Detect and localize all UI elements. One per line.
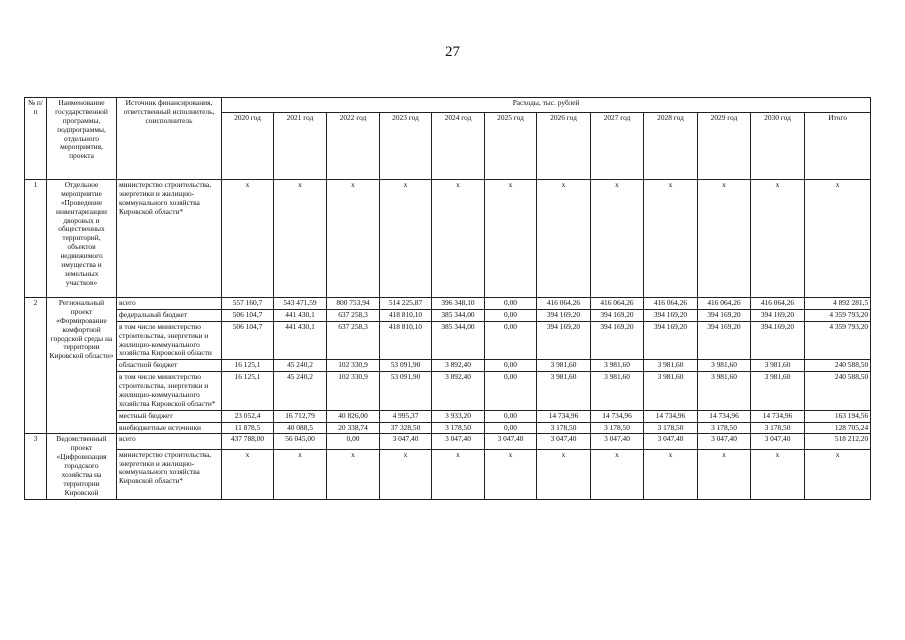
expense-cell: 16 125,1	[222, 372, 274, 411]
header-name: Наименование государственной программы, подпрограммы, отдельного мероприятия, проекта	[47, 98, 117, 180]
header-expenses: Расходы, тыс. рублей	[222, 98, 871, 113]
expense-cell: 3 178,50	[432, 422, 485, 434]
expense-cell: 3 981,60	[698, 372, 751, 411]
expense-cell: 0,00	[485, 298, 537, 310]
expense-cell: 3 981,60	[537, 372, 591, 411]
header-year: 2028 год	[644, 113, 698, 180]
header-year: 2030 год	[751, 113, 805, 180]
expense-cell: 394 169,20	[644, 309, 698, 321]
program-name: Ведомственный проект «Цифровизация городского хозяйства на территории Кировской	[47, 434, 117, 499]
table-row	[25, 449, 871, 499]
expense-cell: 3 047,40	[751, 434, 805, 449]
funding-source: областной бюджет	[117, 360, 222, 372]
expense-cell: 23 052,4	[222, 410, 274, 422]
expense-cell: x	[537, 180, 591, 298]
expense-cell: 14 734,96	[537, 410, 591, 422]
expense-cell: 53 091,90	[380, 360, 432, 372]
expense-cell: 4 995,37	[380, 410, 432, 422]
expense-cell: 40 088,5	[274, 422, 327, 434]
expense-cell: 4 359 793,20	[805, 321, 871, 360]
header-year: 2023 год	[380, 113, 432, 180]
expense-cell: 102 330,9	[327, 360, 380, 372]
expense-cell: x	[591, 180, 644, 298]
expense-cell: 14 734,96	[591, 410, 644, 422]
expense-cell: 20 338,74	[327, 422, 380, 434]
program-name: Региональный проект «Формирование комфортной городской среды на территории Кировской области»	[47, 298, 117, 434]
expense-cell: 394 169,20	[537, 321, 591, 360]
expense-cell: 394 169,20	[591, 321, 644, 360]
expense-cell: 506 104,7	[222, 309, 274, 321]
expense-cell: 418 810,10	[380, 309, 432, 321]
table-row	[25, 410, 871, 422]
expense-cell: 40 826,00	[327, 410, 380, 422]
funding-source: в том числе министерство строительства, энергетики и жилищно-коммунального хозяйства Кировской области	[117, 321, 222, 360]
expense-cell: x	[751, 180, 805, 298]
expense-cell: 441 430,1	[274, 321, 327, 360]
expense-cell: 3 047,40	[380, 434, 432, 449]
expense-cell: 240 588,50	[805, 360, 871, 372]
expense-cell: 518 212,20	[805, 434, 871, 449]
expense-cell: 0,00	[485, 309, 537, 321]
expense-cell: 3 892,40	[432, 372, 485, 411]
expense-cell: 3 047,40	[432, 434, 485, 449]
expense-cell: 128 705,24	[805, 422, 871, 434]
expense-cell: 543 471,59	[274, 298, 327, 310]
expense-cell: x	[805, 180, 871, 298]
expense-cell: 416 064,26	[591, 298, 644, 310]
expense-cell: 3 981,60	[698, 360, 751, 372]
expense-cell: 0,00	[485, 410, 537, 422]
header-year: 2029 год	[698, 113, 751, 180]
expense-cell: 385 344,00	[432, 309, 485, 321]
expense-cell: 3 981,60	[644, 360, 698, 372]
expense-cell: 514 225,87	[380, 298, 432, 310]
expense-cell: 3 047,40	[485, 434, 537, 449]
expense-cell: 4 359 793,20	[805, 309, 871, 321]
funding-source: министерство строительства, энергетики и жилищно-коммунального хозяйства Кировской области*	[117, 449, 222, 499]
expense-cell: 14 734,96	[698, 410, 751, 422]
expense-cell: x	[327, 449, 380, 499]
expense-cell: 800 753,94	[327, 298, 380, 310]
expense-cell: x	[222, 180, 274, 298]
expense-cell: 0,00	[327, 434, 380, 449]
expense-cell: 3 178,50	[751, 422, 805, 434]
expense-cell: x	[751, 449, 805, 499]
expense-cell: 3 178,50	[698, 422, 751, 434]
expense-cell: 3 178,50	[591, 422, 644, 434]
expense-cell: x	[485, 180, 537, 298]
expense-cell: 0,00	[485, 422, 537, 434]
expense-cell: x	[698, 180, 751, 298]
expense-cell: 0,00	[485, 321, 537, 360]
expense-cell: 45 240,2	[274, 360, 327, 372]
expense-cell: 3 047,40	[537, 434, 591, 449]
funding-source: министерство строительства, энергетики и жилищно-коммунального хозяйства Кировской области*	[117, 180, 222, 298]
expense-cell: x	[222, 449, 274, 499]
expense-cell: 416 064,26	[644, 298, 698, 310]
expense-cell: 3 933,20	[432, 410, 485, 422]
expense-cell: 3 047,40	[591, 434, 644, 449]
header-year: 2021 год	[274, 113, 327, 180]
expense-cell: 14 734,96	[751, 410, 805, 422]
expense-cell: x	[698, 449, 751, 499]
expense-cell: x	[274, 449, 327, 499]
expense-cell: 3 981,60	[644, 372, 698, 411]
expenses-table	[24, 97, 871, 500]
expense-cell: 3 178,50	[537, 422, 591, 434]
expense-cell: 506 104,7	[222, 321, 274, 360]
header-year: 2027 год	[591, 113, 644, 180]
header-source: Источник финансирования, ответственный исполнитель, соисполнитель	[117, 98, 222, 180]
expense-cell: 385 344,00	[432, 321, 485, 360]
table-row	[25, 321, 871, 360]
row-number: 2	[25, 298, 47, 434]
expense-cell: 637 258,3	[327, 321, 380, 360]
expense-cell: 394.169,20	[751, 321, 805, 360]
expense-cell: 396 348,10	[432, 298, 485, 310]
row-number: 3	[25, 434, 47, 499]
expense-cell: 394 169,20	[698, 309, 751, 321]
expense-cell: 3 047,40	[698, 434, 751, 449]
expense-cell: 3 981,60	[537, 360, 591, 372]
expense-cell: x	[805, 449, 871, 499]
expense-cell: 4 892 281,5	[805, 298, 871, 310]
table-row	[25, 298, 871, 310]
expense-cell: 557 160,7	[222, 298, 274, 310]
expense-cell: 102 330,9	[327, 372, 380, 411]
header-year: 2025 год	[485, 113, 537, 180]
expense-cell: 394 169,20	[537, 309, 591, 321]
expense-cell: 16 712,79	[274, 410, 327, 422]
expense-cell: 3 981,60	[751, 372, 805, 411]
table-row	[25, 434, 871, 449]
expense-cell: 163 194,56	[805, 410, 871, 422]
header-year: 2020 год	[222, 113, 274, 180]
expense-cell: 0,00	[485, 372, 537, 411]
expense-cell: 37 328,50	[380, 422, 432, 434]
table-row	[25, 422, 871, 434]
expense-cell: 45 240,2	[274, 372, 327, 411]
funding-source: местный бюджет	[117, 410, 222, 422]
table-row	[25, 372, 871, 411]
expense-cell: x	[274, 180, 327, 298]
expense-cell: 56 045,00	[274, 434, 327, 449]
funding-source: всего	[117, 434, 222, 449]
expense-cell: 3 178,50	[644, 422, 698, 434]
expense-cell: x	[380, 449, 432, 499]
expense-cell: 240 588,50	[805, 372, 871, 411]
header-num: № п/п	[25, 98, 47, 180]
table-row	[25, 360, 871, 372]
row-number: 1	[25, 180, 47, 298]
expense-cell: x	[485, 449, 537, 499]
expense-cell: 3 981,60	[591, 372, 644, 411]
expense-cell: 0,00	[485, 360, 537, 372]
expense-cell: 416 064,26	[751, 298, 805, 310]
header-year: Итого	[805, 113, 871, 180]
expense-cell: 637 258,3	[327, 309, 380, 321]
expense-cell: x	[591, 449, 644, 499]
expense-cell: 416 064,26	[537, 298, 591, 310]
expense-cell: x	[432, 449, 485, 499]
expense-cell: 416 064,26	[698, 298, 751, 310]
header-year: 2024 год	[432, 113, 485, 180]
expense-cell: 394 169,20	[644, 321, 698, 360]
funding-source: федеральный бюджет	[117, 309, 222, 321]
funding-source: в том числе министерство строительства, энергетики и жилищно-коммунального хозяйства Кировской области*	[117, 372, 222, 411]
expense-cell: 394 169,20	[698, 321, 751, 360]
expense-cell: 394 169,20	[751, 309, 805, 321]
expense-cell: 14 734,96	[644, 410, 698, 422]
expense-cell: x	[327, 180, 380, 298]
table-row	[25, 309, 871, 321]
header-year: 2026 год	[537, 113, 591, 180]
expense-cell: 3 892,40	[432, 360, 485, 372]
funding-source: внебюджетные источники	[117, 422, 222, 434]
table-row	[25, 180, 871, 298]
expense-cell: 3 981,60	[591, 360, 644, 372]
expense-cell: 16 125,1	[222, 360, 274, 372]
expense-cell: 418 810,10	[380, 321, 432, 360]
header-year: 2022 год	[327, 113, 380, 180]
expense-cell: 3 047,40	[644, 434, 698, 449]
expense-cell: x	[537, 449, 591, 499]
expense-cell: 53 091,90	[380, 372, 432, 411]
funding-source: всего	[117, 298, 222, 310]
expense-cell: x	[380, 180, 432, 298]
program-name: Отдельное мероприятие «Проведение инвентаризации дворовых и общественных территорий, объектов недвижимого имущества и земельных участков»	[47, 180, 117, 298]
expense-cell: 437 788,00	[222, 434, 274, 449]
expense-cell: 441 430,1	[274, 309, 327, 321]
expense-cell: 11 878,5	[222, 422, 274, 434]
expense-cell: 394 169,20	[591, 309, 644, 321]
expense-cell: 3 981,60	[751, 360, 805, 372]
expense-cell: x	[432, 180, 485, 298]
page-number: 27	[445, 44, 460, 60]
expense-cell: x	[644, 449, 698, 499]
expense-cell: x	[644, 180, 698, 298]
